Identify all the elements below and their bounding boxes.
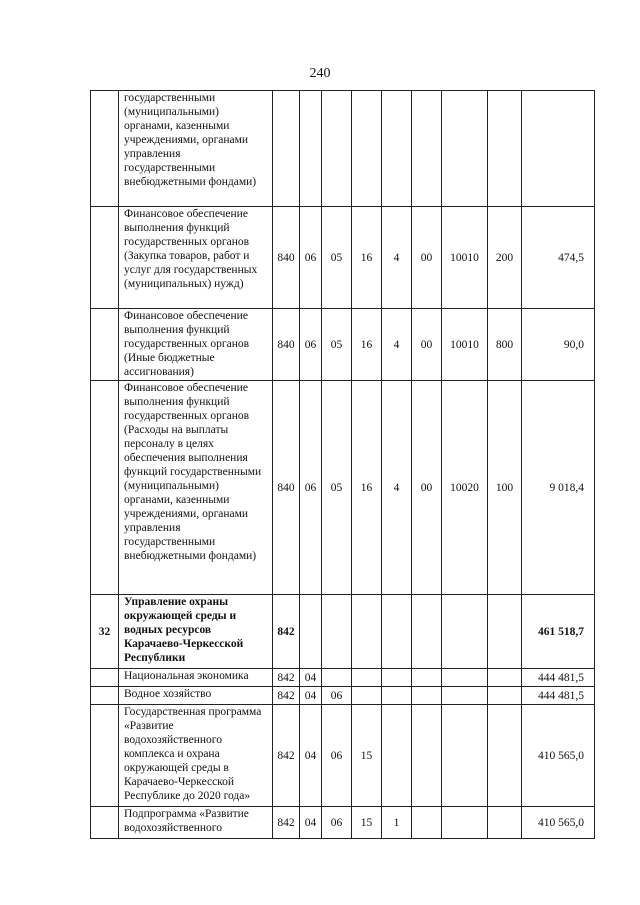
amount: 474,5 <box>522 207 595 309</box>
code-section: 04 <box>300 705 322 807</box>
code-ministry <box>273 91 300 207</box>
code-direction <box>442 595 488 669</box>
row-name: Водное хозяйство <box>119 687 273 705</box>
code-ministry: 840 <box>273 309 300 381</box>
row-number <box>91 207 119 309</box>
row-number <box>91 687 119 705</box>
code-direction <box>442 807 488 839</box>
code-subsection: 05 <box>322 309 352 381</box>
amount: 410 565,0 <box>522 705 595 807</box>
amount: 461 518,7 <box>522 595 595 669</box>
table-row <box>91 807 595 839</box>
code-main-activity <box>412 705 442 807</box>
code-section: 06 <box>300 309 322 381</box>
code-expense-type <box>488 595 522 669</box>
code-main-activity <box>412 595 442 669</box>
code-main-activity <box>412 91 442 207</box>
table-row <box>91 309 595 381</box>
code-subsection: 06 <box>322 807 352 839</box>
code-subprogram <box>382 91 412 207</box>
row-number <box>91 381 119 595</box>
code-direction: 10020 <box>442 381 488 595</box>
table-row <box>91 207 595 309</box>
row-name: Национальная экономика <box>119 669 273 687</box>
table-row <box>91 705 595 807</box>
code-ministry: 842 <box>273 687 300 705</box>
code-expense-type: 800 <box>488 309 522 381</box>
table-row <box>91 91 595 207</box>
code-direction: 10010 <box>442 309 488 381</box>
code-program: 15 <box>352 705 382 807</box>
budget-table <box>90 90 595 839</box>
code-main-activity: 00 <box>412 207 442 309</box>
code-program: 16 <box>352 381 382 595</box>
code-subsection <box>322 91 352 207</box>
table-row <box>91 595 595 669</box>
code-section <box>300 595 322 669</box>
amount: 9 018,4 <box>522 381 595 595</box>
code-ministry: 842 <box>273 669 300 687</box>
table-row <box>91 687 595 705</box>
row-name: Финансовое обеспечение выполнения функций государственных органов (Расходы на выплаты персоналу в целях обеспечения выполнения функций государственными (муниципальными) органами, казенными учреждениями, органами управления государственными внебюджетными фондами) <box>119 381 273 595</box>
code-subprogram: 4 <box>382 207 412 309</box>
code-subsection: 06 <box>322 687 352 705</box>
page-number: 240 <box>309 66 331 81</box>
code-expense-type: 200 <box>488 207 522 309</box>
code-direction <box>442 705 488 807</box>
code-subprogram <box>382 705 412 807</box>
code-subsection: 06 <box>322 705 352 807</box>
table-row <box>91 669 595 687</box>
code-section: 04 <box>300 687 322 705</box>
amount: 444 481,5 <box>522 687 595 705</box>
code-direction <box>442 91 488 207</box>
table-row <box>91 381 595 595</box>
code-main-activity: 00 <box>412 309 442 381</box>
code-section: 04 <box>300 807 322 839</box>
row-name: Государственная программа «Развитие водохозяйственного комплекса и охрана окружающей среды в Карачаево-Черкесской Республике до 2020 года» <box>119 705 273 807</box>
code-subprogram <box>382 687 412 705</box>
row-name: Управление охраны окружающей среды и водных ресурсов Карачаево-Черкесской Республики <box>119 595 273 669</box>
amount: 90,0 <box>522 309 595 381</box>
code-section <box>300 91 322 207</box>
code-expense-type <box>488 705 522 807</box>
code-direction <box>442 669 488 687</box>
row-name: Финансовое обеспечение выполнения функций государственных органов (Иные бюджетные ассигнования) <box>119 309 273 381</box>
row-number <box>91 705 119 807</box>
code-expense-type <box>488 91 522 207</box>
row-number <box>91 669 119 687</box>
amount: 410 565,0 <box>522 807 595 839</box>
row-number: 32 <box>91 595 119 669</box>
code-subprogram <box>382 669 412 687</box>
code-program <box>352 91 382 207</box>
code-main-activity <box>412 669 442 687</box>
code-subsection: 05 <box>322 207 352 309</box>
row-number <box>91 91 119 207</box>
code-subsection: 05 <box>322 381 352 595</box>
code-direction: 10010 <box>442 207 488 309</box>
code-subsection <box>322 669 352 687</box>
code-expense-type <box>488 807 522 839</box>
code-program <box>352 669 382 687</box>
code-ministry: 842 <box>273 595 300 669</box>
code-program: 15 <box>352 807 382 839</box>
code-ministry: 840 <box>273 207 300 309</box>
row-name: государственными (муниципальными) органами, казенными учреждениями, органами управления государственными внебюджетными фондами) <box>119 91 273 207</box>
code-program <box>352 595 382 669</box>
row-name: Подпрограмма «Развитие водохозяйственного <box>119 807 273 839</box>
code-section: 06 <box>300 381 322 595</box>
amount <box>522 91 595 207</box>
amount: 444 481,5 <box>522 669 595 687</box>
code-subprogram: 1 <box>382 807 412 839</box>
code-main-activity: 00 <box>412 381 442 595</box>
code-program <box>352 687 382 705</box>
code-expense-type <box>488 669 522 687</box>
code-main-activity <box>412 687 442 705</box>
code-subprogram: 4 <box>382 309 412 381</box>
code-subprogram <box>382 595 412 669</box>
code-ministry: 842 <box>273 705 300 807</box>
code-main-activity <box>412 807 442 839</box>
code-expense-type <box>488 687 522 705</box>
code-expense-type: 100 <box>488 381 522 595</box>
code-program: 16 <box>352 207 382 309</box>
row-number <box>91 309 119 381</box>
row-number <box>91 807 119 839</box>
code-ministry: 842 <box>273 807 300 839</box>
row-name: Финансовое обеспечение выполнения функций государственных органов (Закупка товаров, работ и услуг для государственных (муниципальных) нужд) <box>119 207 273 309</box>
code-subprogram: 4 <box>382 381 412 595</box>
code-direction <box>442 687 488 705</box>
code-subsection <box>322 595 352 669</box>
code-program: 16 <box>352 309 382 381</box>
code-section: 06 <box>300 207 322 309</box>
code-section: 04 <box>300 669 322 687</box>
code-ministry: 840 <box>273 381 300 595</box>
